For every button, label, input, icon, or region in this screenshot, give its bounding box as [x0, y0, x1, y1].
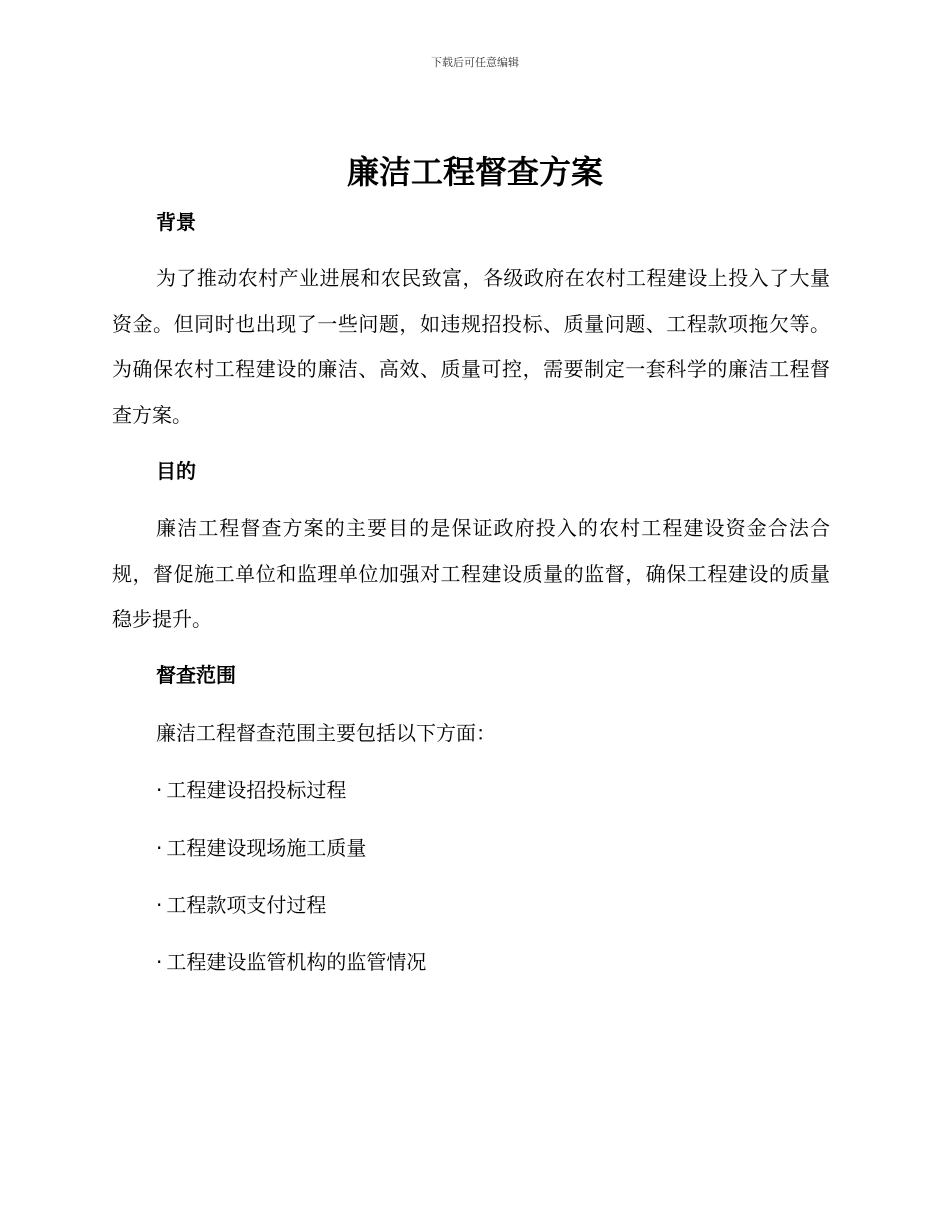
scope-list-item: [156, 948, 426, 976]
section-heading-purpose: 目的: [156, 459, 196, 483]
section-heading-scope: 督查范围: [156, 663, 236, 687]
scope-list-item-label: 工程款项支付过程: [166, 893, 327, 917]
scope-intro: 廉洁工程督查范围主要包括以下方面：: [156, 721, 496, 745]
scope-list-item-label: 工程建设现场施工质量: [166, 836, 367, 860]
bullet-dot-icon: ·: [156, 950, 163, 974]
document-title: 廉洁工程督查方案: [346, 153, 603, 191]
purpose-paragraph: 廉洁工程督查方案的主要目的是保证政府投入的农村工程建设资金合法合规，督促施工单位和监理单位加强对工程建设质量的监督，确保工程建设的质量稳步提升。: [112, 516, 830, 631]
scope-list-item-label: 工程建设招投标过程: [166, 778, 347, 802]
page-header: 下载后可任意编辑: [431, 56, 519, 69]
bullet-dot-icon: ·: [156, 778, 163, 802]
section-heading-background: 背景: [156, 210, 196, 234]
scope-list-item: [156, 891, 326, 919]
background-paragraph: 为了推动农村产业进展和农民致富，各级政府在农村工程建设上投入了大量资金。但同时也出现了一些问题，如违规招投标、质量问题、工程款项拖欠等。为确保农村工程建设的廉洁、高效、质量可控，需要制定一套科学的廉洁工程督查方案。: [112, 266, 830, 427]
scope-list-item: [156, 776, 346, 804]
bullet-dot-icon: ·: [156, 836, 163, 860]
bullet-dot-icon: ·: [156, 893, 163, 917]
scope-list-item: [156, 834, 366, 862]
scope-list-item-label: 工程建设监管机构的监管情况: [166, 950, 427, 974]
